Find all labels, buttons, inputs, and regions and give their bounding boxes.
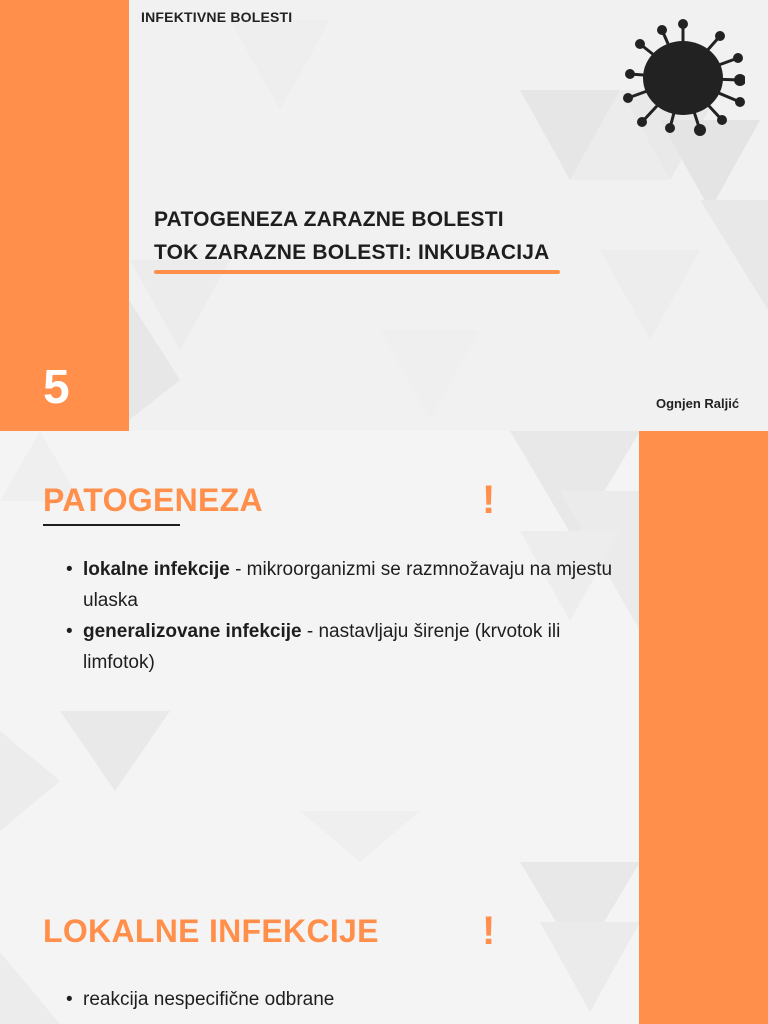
lecture-number: 5 bbox=[43, 361, 70, 414]
list-item: • reakcija nespecifične odbrane bbox=[66, 984, 626, 1015]
heading-underline bbox=[43, 524, 180, 526]
exclamation-mark: ! bbox=[482, 478, 496, 522]
slide-lokalne-infekcije bbox=[0, 862, 768, 1024]
exclamation-mark: ! bbox=[482, 909, 496, 953]
list-item: • generalizovane infekcije - nastavljaju širenje (krvotok ili limfotok) bbox=[66, 616, 626, 678]
course-name: INFEKTIVNE BOLESTI bbox=[141, 9, 293, 25]
virus-icon bbox=[620, 18, 745, 138]
author-name: Ognjen Raljić bbox=[656, 396, 740, 411]
bullet-list bbox=[66, 554, 626, 678]
right-accent-bar bbox=[639, 862, 768, 1024]
list-item: • lokalne infekcije - mikroorganizmi se razmnožavaju na mjestu ulaska bbox=[66, 554, 626, 616]
section-heading: PATOGENEZA bbox=[43, 482, 263, 518]
section-heading: LOKALNE INFEKCIJE bbox=[43, 913, 379, 949]
title-underline bbox=[154, 270, 560, 274]
title-line-1: PATOGENEZA ZARAZNE BOLESTI bbox=[154, 208, 504, 231]
bullet-list bbox=[66, 984, 626, 1015]
slide-title-text bbox=[154, 203, 549, 269]
slide-patogeneza bbox=[0, 431, 768, 862]
title-line-2: TOK ZARAZNE BOLESTI: INKUBACIJA bbox=[154, 241, 550, 264]
right-accent-bar bbox=[639, 431, 768, 862]
slide-title bbox=[0, 0, 768, 431]
